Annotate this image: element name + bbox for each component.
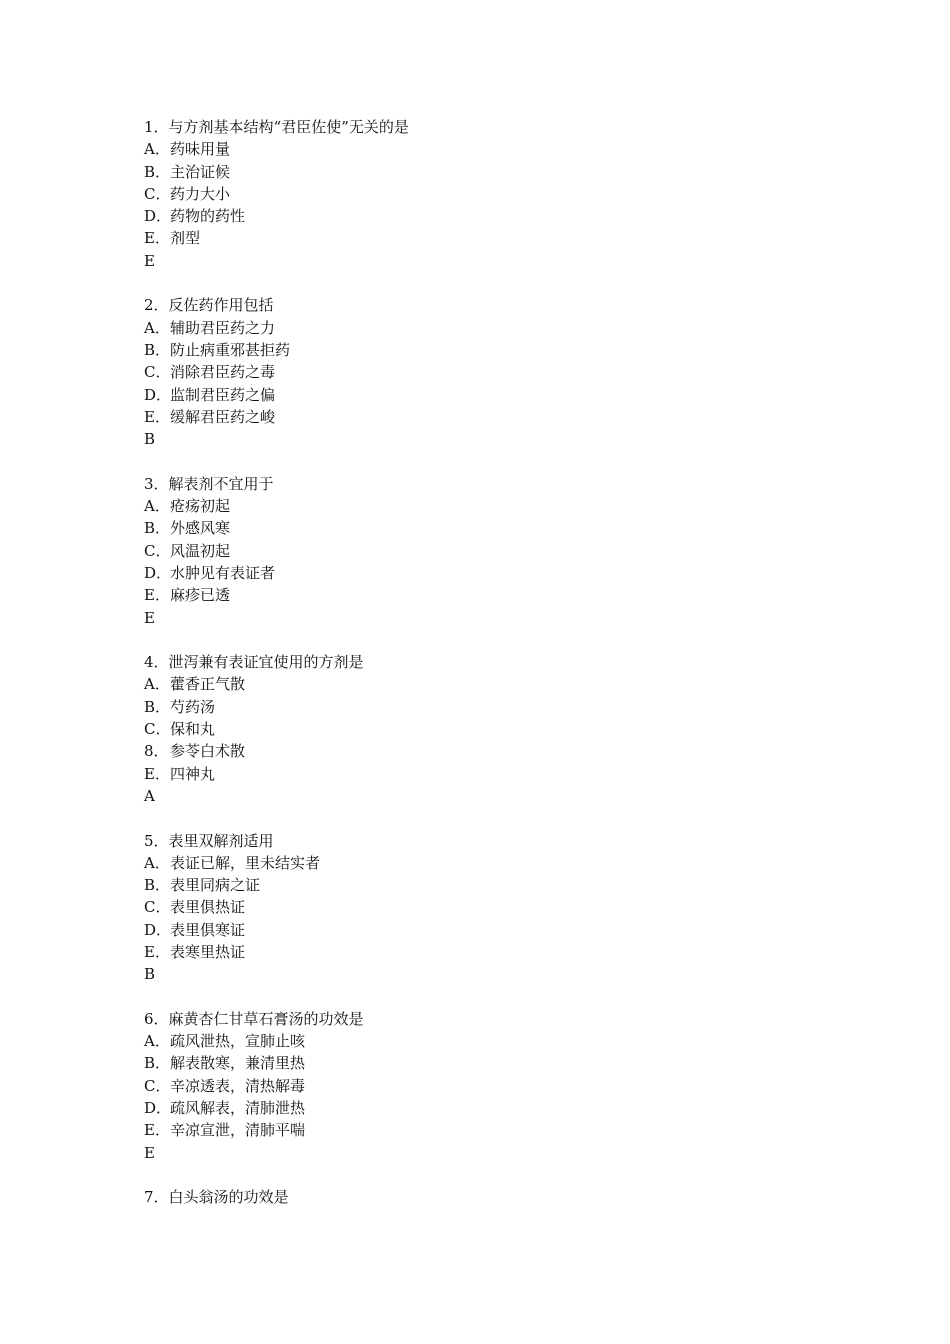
option-b bbox=[144, 339, 844, 361]
option-b bbox=[144, 161, 844, 183]
option-label: B． bbox=[144, 697, 171, 716]
option-label: B． bbox=[144, 519, 171, 538]
option-c bbox=[144, 1075, 844, 1097]
option-label: D． bbox=[144, 385, 172, 404]
option-b bbox=[144, 1052, 844, 1074]
option-e bbox=[144, 941, 844, 963]
option-label: B． bbox=[144, 876, 171, 895]
option-e bbox=[144, 406, 844, 428]
option-label: C． bbox=[144, 363, 171, 382]
option-text: 四神丸 bbox=[170, 764, 216, 783]
option-text: 水肿见有表证者 bbox=[170, 563, 276, 582]
option-label: C． bbox=[144, 541, 171, 560]
option-text: 表里俱寒证 bbox=[170, 920, 246, 939]
option-c bbox=[144, 718, 844, 740]
option-label: D． bbox=[144, 920, 172, 939]
option-label: C． bbox=[144, 184, 171, 203]
question-stem: 4．泄泻兼有表证宜使用的方剂是 bbox=[144, 653, 364, 672]
question-6 bbox=[144, 1008, 844, 1164]
option-label: E． bbox=[144, 1121, 170, 1140]
option-text: 疮疡初起 bbox=[170, 497, 231, 516]
question-2 bbox=[144, 294, 844, 450]
option-d bbox=[144, 384, 844, 406]
option-d bbox=[144, 205, 844, 227]
option-label: A． bbox=[144, 1032, 170, 1051]
option-label: A． bbox=[144, 675, 170, 694]
option-text: 表证已解，里未结实者 bbox=[170, 853, 321, 872]
option-d bbox=[144, 740, 844, 762]
answer: B bbox=[144, 965, 156, 984]
option-e bbox=[144, 763, 844, 785]
option-text: 消除君臣药之毒 bbox=[170, 363, 276, 382]
answer: E bbox=[144, 251, 155, 270]
option-text: 疏风解表，清肺泄热 bbox=[170, 1099, 306, 1118]
option-text: 表里俱热证 bbox=[170, 898, 246, 917]
question-stem: 6．麻黄杏仁甘草石膏汤的功效是 bbox=[144, 1009, 364, 1028]
option-text: 解表散寒，兼清里热 bbox=[170, 1054, 306, 1073]
option-c bbox=[144, 361, 844, 383]
option-label: D． bbox=[144, 1099, 172, 1118]
question-stem: 7．白头翁汤的功效是 bbox=[144, 1188, 289, 1207]
option-d bbox=[144, 562, 844, 584]
option-c bbox=[144, 183, 844, 205]
option-text: 主治证候 bbox=[170, 162, 231, 181]
answer: A bbox=[144, 786, 155, 805]
question-4 bbox=[144, 651, 844, 807]
option-label: D． bbox=[144, 207, 172, 226]
question-list bbox=[144, 116, 844, 1231]
option-e bbox=[144, 1119, 844, 1141]
option-label: A． bbox=[144, 318, 170, 337]
question-stem: 1．与方剂基本结构“君臣佐使”无关的是 bbox=[144, 118, 409, 136]
question-3 bbox=[144, 473, 844, 629]
option-text: 药物的药性 bbox=[170, 207, 246, 226]
option-label: E． bbox=[144, 586, 170, 605]
option-text: 剂型 bbox=[170, 229, 201, 248]
option-label: E． bbox=[144, 407, 170, 426]
option-label: A． bbox=[144, 853, 170, 872]
option-c bbox=[144, 896, 844, 918]
option-text: 藿香正气散 bbox=[170, 675, 246, 694]
option-b bbox=[144, 517, 844, 539]
option-text: 麻疹已透 bbox=[170, 586, 231, 605]
option-text: 防止病重邪甚拒药 bbox=[170, 340, 291, 359]
option-label: B． bbox=[144, 340, 171, 359]
option-a bbox=[144, 1030, 844, 1052]
option-label: C． bbox=[144, 720, 171, 739]
option-text: 外感风寒 bbox=[170, 519, 231, 538]
option-a bbox=[144, 673, 844, 695]
option-a bbox=[144, 495, 844, 517]
option-text: 缓解君臣药之峻 bbox=[170, 407, 276, 426]
option-label: D． bbox=[144, 563, 172, 582]
option-label: C． bbox=[144, 1076, 171, 1095]
option-a bbox=[144, 138, 844, 160]
question-1 bbox=[144, 116, 844, 272]
option-b bbox=[144, 874, 844, 896]
option-label: A． bbox=[144, 497, 170, 516]
option-text: 保和丸 bbox=[170, 720, 216, 739]
option-label: E． bbox=[144, 764, 170, 783]
option-label: E． bbox=[144, 942, 170, 961]
option-label: C． bbox=[144, 898, 171, 917]
option-d bbox=[144, 1097, 844, 1119]
question-7 bbox=[144, 1186, 844, 1208]
option-text: 参苓白术散 bbox=[170, 742, 246, 761]
question-5 bbox=[144, 830, 844, 986]
option-text: 药味用量 bbox=[170, 140, 231, 159]
option-text: 芍药汤 bbox=[170, 697, 216, 716]
option-a bbox=[144, 317, 844, 339]
answer: B bbox=[144, 430, 156, 449]
answer: E bbox=[144, 608, 155, 627]
option-d bbox=[144, 919, 844, 941]
option-text: 表寒里热证 bbox=[170, 942, 246, 961]
question-stem: 2．反佐药作用包括 bbox=[144, 296, 274, 315]
question-stem: 3．解表剂不宜用于 bbox=[144, 474, 274, 493]
question-stem: 5．表里双解剂适用 bbox=[144, 831, 274, 850]
option-b bbox=[144, 696, 844, 718]
option-label: A． bbox=[144, 140, 170, 159]
option-text: 辛凉宣泄，清肺平喘 bbox=[170, 1121, 306, 1140]
option-text: 药力大小 bbox=[170, 184, 231, 203]
option-label: B． bbox=[144, 162, 171, 181]
option-text: 表里同病之证 bbox=[170, 876, 261, 895]
option-text: 风温初起 bbox=[170, 541, 231, 560]
option-label: 8． bbox=[144, 742, 169, 761]
option-a bbox=[144, 852, 844, 874]
option-label: B． bbox=[144, 1054, 171, 1073]
option-label: E． bbox=[144, 229, 170, 248]
option-text: 监制君臣药之偏 bbox=[170, 385, 276, 404]
option-e bbox=[144, 227, 844, 249]
option-text: 辛凉透表，清热解毒 bbox=[170, 1076, 306, 1095]
option-text: 辅助君臣药之力 bbox=[170, 318, 276, 337]
option-text: 疏风泄热，宣肺止咳 bbox=[170, 1032, 306, 1051]
option-c bbox=[144, 540, 844, 562]
answer: E bbox=[144, 1143, 155, 1162]
option-e bbox=[144, 584, 844, 606]
